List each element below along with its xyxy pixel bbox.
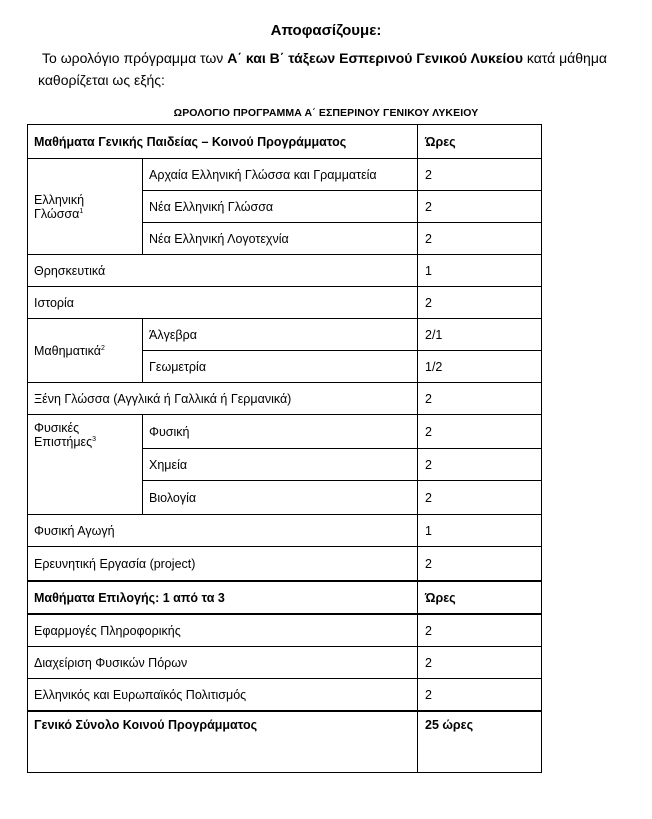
subject-cell: Ελληνικός και Ευρωπαϊκός Πολιτισμός: [28, 679, 418, 712]
hours-cell: 1: [418, 255, 542, 287]
table-row: [28, 647, 542, 679]
hours-cell: 2: [418, 614, 542, 647]
subject-cell: Εφαρμογές Πληροφορικής: [28, 614, 418, 647]
hours-cell: 2: [418, 191, 542, 223]
hours-cell: 2: [418, 383, 542, 415]
table-row: [28, 679, 542, 712]
subject-cell: Βιολογία: [143, 481, 418, 515]
electives-header-row: [28, 581, 542, 614]
footnote-marker: 1: [79, 207, 84, 215]
hours-cell: 2: [418, 415, 542, 449]
hours-cell: 2: [418, 547, 542, 582]
table-row: [28, 515, 542, 547]
table-row: [28, 547, 542, 582]
science-group-cell: [28, 415, 143, 515]
subject-cell: Φυσική: [143, 415, 418, 449]
subject-cell: Φυσική Αγωγή: [28, 515, 418, 547]
table-row: [28, 159, 542, 191]
table-row: [28, 415, 542, 449]
footnote-marker: 3: [92, 436, 97, 443]
table-row: [28, 614, 542, 647]
hours-cell: 2: [418, 159, 542, 191]
subject-cell: Αρχαία Ελληνική Γλώσσα και Γραμματεία: [143, 159, 418, 191]
table-title: ΩΡΟΛΟΓΙΟ ΠΡΟΓΡΑΜΜΑ Α΄ ΕΣΠΕΡΙΝΟΥ ΓΕΝΙΚΟΥ ΛΥΚΕΙΟΥ: [173, 107, 479, 119]
subject-cell: Νέα Ελληνική Λογοτεχνία: [143, 223, 418, 255]
hours-cell: 2/1: [418, 319, 542, 351]
greek-group-cell: [28, 159, 143, 255]
hours-cell: 2: [418, 679, 542, 712]
intro-text-3: καθορίζεται ως εξής:: [38, 72, 165, 88]
electives-header-hours: Ώρες: [418, 581, 542, 614]
subject-cell: Ιστορία: [28, 287, 418, 319]
math-label: Μαθηματικά: [34, 343, 102, 358]
subject-cell: Θρησκευτικά: [28, 255, 418, 287]
math-group-cell: [28, 319, 143, 383]
subject-cell: Νέα Ελληνική Γλώσσα: [143, 191, 418, 223]
table-row: [28, 319, 542, 351]
electives-header-subject: Μαθήματα Επιλογής: 1 από τα 3: [28, 581, 418, 614]
hours-cell: 1: [418, 515, 542, 547]
intro-bold-text: Α΄ και Β΄ τάξεων Εσπερινού Γενικού Λυκείου: [227, 50, 523, 66]
subject-cell: Άλγεβρα: [143, 319, 418, 351]
intro-text-1: Το ωρολόγιο πρόγραμμα των: [42, 50, 228, 66]
science-label-line2: Επιστήμες: [34, 435, 93, 449]
hours-cell: 2: [418, 223, 542, 255]
hours-cell: 2: [418, 287, 542, 319]
header-hours: Ώρες: [418, 125, 542, 159]
document-heading: Αποφασίζουμε:: [270, 22, 382, 39]
greek-label: Ελληνική Γλώσσα: [34, 192, 85, 221]
table-header-row: [28, 125, 542, 159]
science-label-line1: Φυσικές: [34, 421, 80, 435]
subject-cell: Χημεία: [143, 449, 418, 481]
table-row: [28, 255, 542, 287]
hours-cell: 1/2: [418, 351, 542, 383]
subject-cell: Γεωμετρία: [143, 351, 418, 383]
hours-cell: 2: [418, 481, 542, 515]
intro-paragraph: [38, 47, 622, 91]
hours-cell: 2: [418, 449, 542, 481]
footnote-marker: 2: [101, 344, 105, 352]
table-row: [28, 383, 542, 415]
subject-cell: Ερευνητική Εργασία (project): [28, 547, 418, 582]
total-label: Γενικό Σύνολο Κοινού Προγράμματος: [28, 711, 418, 773]
table-row: [28, 287, 542, 319]
subject-cell: Διαχείριση Φυσικών Πόρων: [28, 647, 418, 679]
intro-text-2: κατά μάθημα: [522, 50, 608, 66]
total-hours: 25 ώρες: [418, 711, 542, 773]
subject-cell: Ξένη Γλώσσα (Αγγλικά ή Γαλλικά ή Γερμανικά): [28, 383, 418, 415]
total-row: [28, 711, 542, 773]
hours-cell: 2: [418, 647, 542, 679]
header-subject: Μαθήματα Γενικής Παιδείας – Κοινού Προγράμματος: [28, 125, 418, 159]
schedule-table: [27, 124, 542, 773]
